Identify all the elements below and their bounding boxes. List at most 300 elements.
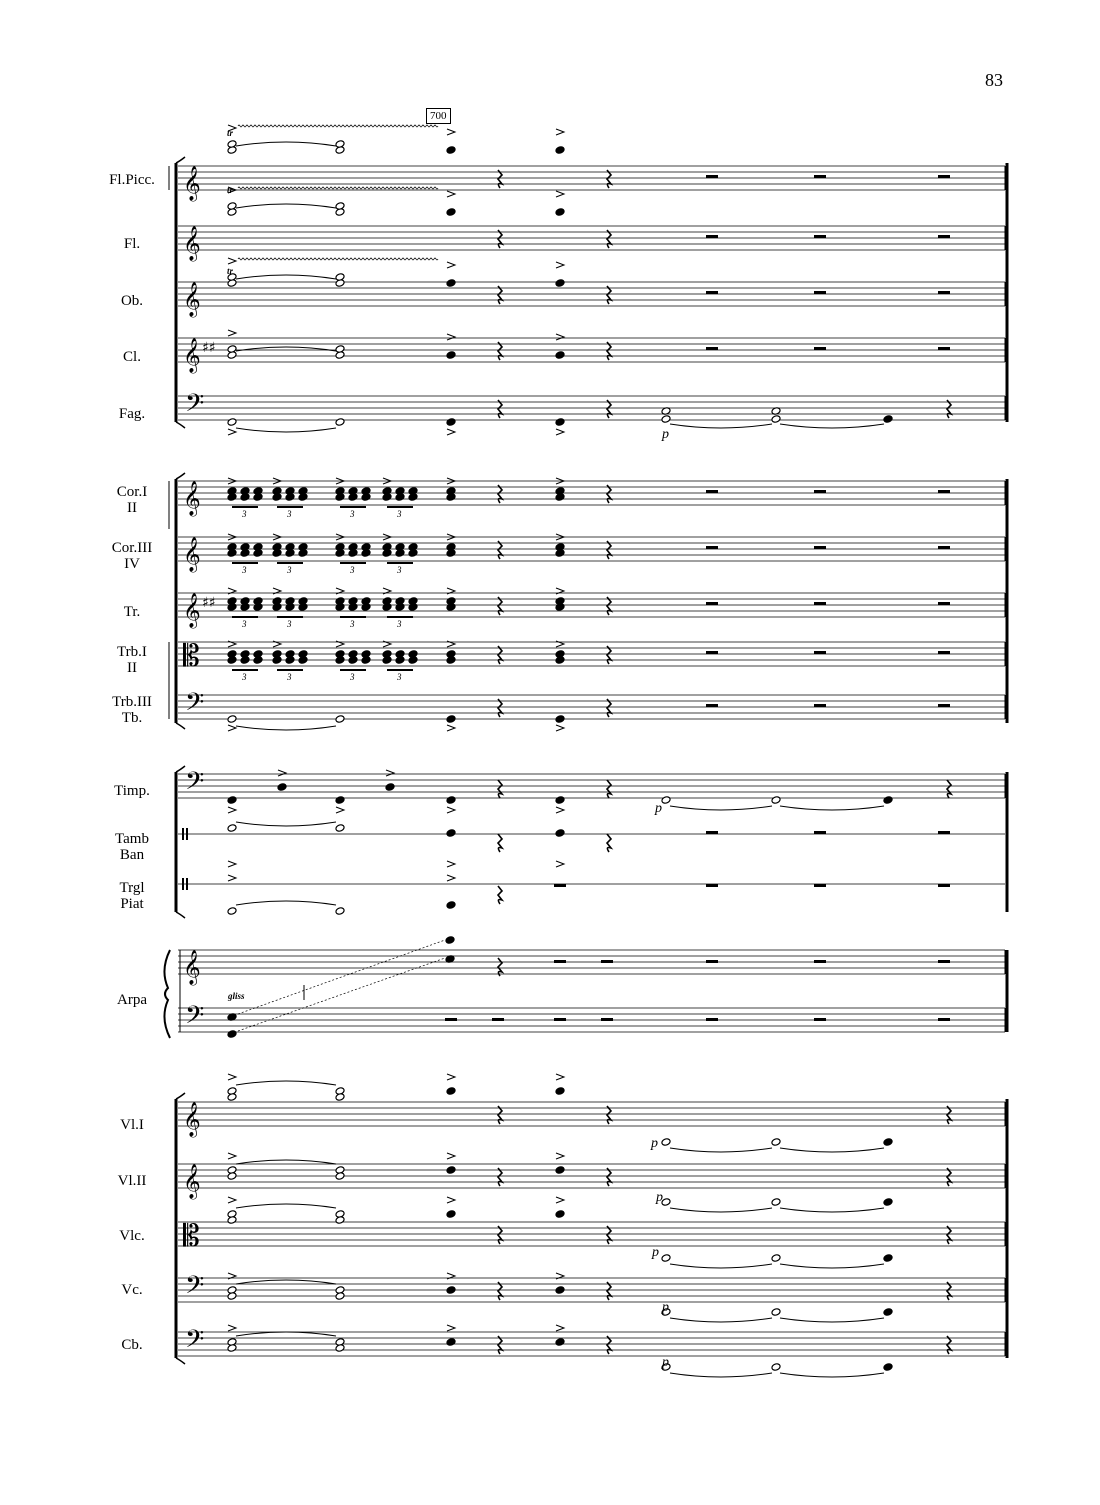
whole-rest <box>938 602 950 605</box>
note-head <box>227 1093 237 1102</box>
note-head <box>395 597 405 606</box>
whole-rest <box>706 602 718 605</box>
quarter-rest <box>607 1336 611 1354</box>
note-head <box>285 543 295 552</box>
note-head <box>661 1138 671 1147</box>
note-head <box>883 1198 893 1207</box>
quarter-rest <box>498 400 502 418</box>
note-head <box>446 1338 456 1347</box>
whole-rest <box>814 347 826 350</box>
note-head <box>382 597 392 606</box>
quarter-rest <box>498 1106 502 1124</box>
whole-rest <box>938 831 950 834</box>
note-head <box>272 650 282 659</box>
accent-mark <box>556 1325 564 1331</box>
quarter-rest <box>947 400 951 418</box>
tuplet-number: 3 <box>350 619 355 629</box>
whole-rest <box>706 490 718 493</box>
whole-rest <box>938 175 950 178</box>
whole-rest <box>938 884 950 887</box>
whole-rest <box>938 291 950 294</box>
quarter-rest <box>607 780 611 798</box>
note-head <box>661 415 671 424</box>
label-cor-1: Cor.I <box>116 484 148 500</box>
note-head <box>446 650 456 659</box>
note-head <box>335 543 345 552</box>
note-head <box>227 1292 237 1301</box>
notes <box>182 125 951 1377</box>
quarter-rest <box>947 1106 951 1124</box>
staff-trb3-tb <box>178 695 1005 719</box>
accent-mark <box>228 258 236 264</box>
staff-fl-picc <box>178 166 1005 190</box>
accent-mark <box>556 1153 564 1159</box>
accent-mark <box>228 807 236 813</box>
label-vl2: Vl.II <box>117 1173 147 1189</box>
tie <box>236 726 336 730</box>
key-signature: ♯♯ <box>202 595 216 611</box>
accent-mark <box>556 1197 564 1203</box>
trill-line <box>238 187 438 189</box>
note-head <box>298 543 308 552</box>
note-head <box>335 715 345 724</box>
tuplet-number: 3 <box>287 509 292 519</box>
tie <box>780 1148 884 1152</box>
note-head <box>240 487 250 496</box>
bass-clef-icon: 𝄢 <box>185 688 205 723</box>
note-head <box>385 783 395 792</box>
tuplet-number: 3 <box>350 672 355 682</box>
whole-rest <box>938 235 950 238</box>
treble-clef-icon: 𝄞 <box>183 166 201 201</box>
trill-line <box>238 125 438 127</box>
quarter-rest <box>947 1336 951 1354</box>
note-head <box>883 1308 893 1317</box>
note-head <box>883 796 893 805</box>
accent-mark <box>447 861 455 867</box>
treble-clef-icon: 𝄞 <box>183 481 201 516</box>
note-head <box>446 901 456 910</box>
whole-rest <box>706 884 718 887</box>
treble-clef-icon: 𝄞 <box>183 593 201 628</box>
gliss-label: gliss <box>228 991 245 1001</box>
whole-rest <box>706 546 718 549</box>
note-head <box>555 146 565 155</box>
quarter-rest <box>498 886 502 904</box>
staff-cl <box>178 338 1005 362</box>
tie <box>236 1204 336 1208</box>
note-head <box>227 824 237 833</box>
note-head <box>395 650 405 659</box>
whole-rest <box>938 1018 950 1021</box>
staff-timp <box>178 774 1005 798</box>
accent-mark <box>228 429 236 435</box>
accent-mark <box>228 875 236 881</box>
label-tamb: Tamb <box>115 831 149 847</box>
quarter-rest <box>947 1226 951 1244</box>
accent-mark <box>556 1074 564 1080</box>
note-head <box>227 1344 237 1353</box>
rehearsal-mark: 700 <box>426 108 451 124</box>
note-head <box>227 650 237 659</box>
staff-cb <box>178 1332 1005 1356</box>
tie <box>236 901 336 905</box>
label-piat: Piat <box>120 896 144 912</box>
quarter-rest <box>498 485 502 503</box>
treble-clef-icon: 𝄞 <box>183 1102 201 1137</box>
accent-mark <box>447 191 455 197</box>
trill-line <box>238 258 438 260</box>
note-head <box>227 1216 237 1225</box>
quarter-rest <box>607 1106 611 1124</box>
note-head <box>555 796 565 805</box>
tuplet-number: 3 <box>397 565 402 575</box>
whole-rest <box>706 235 718 238</box>
quarter-rest <box>498 286 502 304</box>
note-head <box>446 715 456 724</box>
quarter-rest <box>498 646 502 664</box>
note-head <box>335 1216 345 1225</box>
note-head <box>883 415 893 424</box>
tie <box>780 1373 884 1377</box>
dynamic-vl1: p <box>651 1136 658 1151</box>
note-head <box>253 597 263 606</box>
note-head <box>253 543 263 552</box>
quarter-rest <box>607 541 611 559</box>
note-head <box>446 829 456 838</box>
note-head <box>240 543 250 552</box>
tie <box>236 1081 336 1085</box>
accent-mark <box>228 725 236 731</box>
treble-clef-icon: 𝄞 <box>183 1164 201 1199</box>
alto-clef-icon: 𝄡 <box>183 639 200 674</box>
tuplet-number: 3 <box>287 619 292 629</box>
note-head <box>382 650 392 659</box>
quarter-rest <box>607 1226 611 1244</box>
whole-rest <box>814 291 826 294</box>
dynamic-vc: p <box>662 1300 669 1315</box>
tie <box>780 1318 884 1322</box>
note-head <box>348 543 358 552</box>
quarter-rest <box>607 230 611 248</box>
label-trgl: Trgl <box>119 880 145 896</box>
note-head <box>335 1172 345 1181</box>
quarter-rest <box>607 286 611 304</box>
note-head <box>361 487 371 496</box>
whole-rest <box>706 960 718 963</box>
tie <box>670 1373 772 1377</box>
note-head <box>335 345 345 354</box>
label-vla: Vlc. <box>119 1228 145 1244</box>
accent-mark <box>447 1325 455 1331</box>
quarter-rest <box>947 780 951 798</box>
note-head <box>446 487 456 496</box>
note-head <box>555 1338 565 1347</box>
note-head <box>661 1254 671 1263</box>
whole-rest <box>938 347 950 350</box>
note-head <box>298 597 308 606</box>
note-head <box>446 796 456 805</box>
label-trb-2: II <box>127 660 137 676</box>
percussion-clef-icon <box>182 878 184 890</box>
note-head <box>555 1166 565 1175</box>
accent-mark <box>447 262 455 268</box>
tie <box>236 428 336 432</box>
accent-mark <box>556 725 564 731</box>
whole-rest <box>814 490 826 493</box>
quarter-rest <box>607 485 611 503</box>
note-head <box>227 1030 237 1039</box>
whole-rest <box>938 651 950 654</box>
bass-clef-icon: 𝄢 <box>185 767 205 802</box>
note-head <box>227 1172 237 1181</box>
whole-rest <box>445 1018 457 1021</box>
accent-mark <box>228 861 236 867</box>
note-head <box>298 487 308 496</box>
note-head <box>348 650 358 659</box>
whole-rest <box>814 960 826 963</box>
note-head <box>361 597 371 606</box>
staff-ob <box>178 282 1005 306</box>
quarter-rest <box>498 1336 502 1354</box>
tuplet-number: 3 <box>242 565 247 575</box>
tie <box>670 424 772 428</box>
whole-rest <box>938 704 950 707</box>
label-fl-picc: Fl.Picc. <box>109 172 155 188</box>
note-head <box>555 279 565 288</box>
quarter-rest <box>498 834 502 852</box>
label-tb: Tb. <box>121 710 143 726</box>
staves <box>164 157 1007 1364</box>
note-head <box>883 1363 893 1372</box>
note-head <box>227 140 237 149</box>
staff-vla <box>178 1222 1005 1246</box>
note-head <box>253 650 263 659</box>
note-head <box>446 279 456 288</box>
whole-rest <box>814 602 826 605</box>
whole-rest <box>706 651 718 654</box>
brace-arpa <box>164 950 170 1038</box>
tuplet-number: 3 <box>397 672 402 682</box>
quarter-rest <box>607 646 611 664</box>
note-head <box>446 543 456 552</box>
note-head <box>408 650 418 659</box>
quarter-rest <box>607 699 611 717</box>
note-head <box>348 597 358 606</box>
note-head <box>227 202 237 211</box>
accent-mark <box>447 875 455 881</box>
note-head <box>771 1254 781 1263</box>
quarter-rest <box>498 541 502 559</box>
quarter-rest <box>607 170 611 188</box>
note-head <box>335 650 345 659</box>
accent-mark <box>447 725 455 731</box>
whole-rest <box>554 960 566 963</box>
label-ban: Ban <box>119 847 145 863</box>
note-head <box>335 273 345 282</box>
whole-rest <box>554 884 566 887</box>
key-signature: ♯♯ <box>202 340 216 356</box>
bass-clef-icon: 𝄢 <box>185 1325 205 1360</box>
tuplet-number: 3 <box>397 509 402 519</box>
quarter-rest <box>498 699 502 717</box>
accent-mark <box>556 807 564 813</box>
quarter-rest <box>607 1282 611 1300</box>
note-head <box>771 1138 781 1147</box>
dynamic-fag: p <box>662 427 669 442</box>
tuplet-number: 3 <box>287 672 292 682</box>
tie <box>780 1264 884 1268</box>
note-head <box>408 487 418 496</box>
tie <box>236 1280 336 1284</box>
whole-rest <box>706 704 718 707</box>
label-fl: Fl. <box>123 236 141 252</box>
accent-mark <box>336 807 344 813</box>
note-head <box>771 1363 781 1372</box>
note-head <box>408 543 418 552</box>
tie <box>236 822 336 826</box>
note-head <box>555 208 565 217</box>
quarter-rest <box>607 400 611 418</box>
note-head <box>335 1093 345 1102</box>
note-head <box>555 715 565 724</box>
quarter-rest <box>498 1226 502 1244</box>
note-head <box>771 415 781 424</box>
treble-clef-icon: 𝄞 <box>183 537 201 572</box>
whole-rest <box>814 235 826 238</box>
accent-mark <box>556 262 564 268</box>
label-arpa: Arpa <box>117 992 147 1008</box>
note-head <box>555 1087 565 1096</box>
quarter-rest <box>947 1282 951 1300</box>
note-head <box>446 146 456 155</box>
accent-mark <box>278 770 286 776</box>
note-head <box>771 796 781 805</box>
accent-mark <box>447 1153 455 1159</box>
label-timp: Timp. <box>114 783 150 799</box>
whole-rest <box>814 884 826 887</box>
tie <box>670 806 772 810</box>
quarter-rest <box>498 780 502 798</box>
quarter-rest <box>498 1168 502 1186</box>
note-head <box>555 351 565 360</box>
quarter-rest <box>498 597 502 615</box>
note-head <box>348 487 358 496</box>
note-head <box>240 597 250 606</box>
whole-rest <box>814 546 826 549</box>
note-head <box>272 543 282 552</box>
accent-mark <box>228 1197 236 1203</box>
dynamic-vl2: p <box>656 1190 663 1205</box>
label-tr: Tr. <box>123 604 141 620</box>
quarter-rest <box>498 958 502 976</box>
note-head <box>285 650 295 659</box>
note-head <box>227 345 237 354</box>
staff-arpa-treble <box>178 950 1005 974</box>
whole-rest <box>601 960 613 963</box>
staff-fag <box>178 396 1005 420</box>
tie <box>236 1332 336 1336</box>
treble-clef-icon: 𝄞 <box>183 282 201 317</box>
accent-mark <box>556 334 564 340</box>
label-cor-4: IV <box>124 556 140 572</box>
quarter-rest <box>607 342 611 360</box>
note-head <box>253 487 263 496</box>
note-head <box>408 597 418 606</box>
note-head <box>446 1286 456 1295</box>
note-head <box>555 1286 565 1295</box>
note-head <box>277 783 287 792</box>
accent-mark <box>228 1325 236 1331</box>
whole-rest <box>938 546 950 549</box>
tie <box>670 1318 772 1322</box>
accent-mark <box>447 1197 455 1203</box>
note-head <box>555 650 565 659</box>
note-head <box>555 829 565 838</box>
label-vc: Vc. <box>121 1282 143 1298</box>
note-head <box>555 1210 565 1219</box>
label-cl: Cl. <box>123 349 141 365</box>
whole-rest <box>938 490 950 493</box>
tuplet-number: 3 <box>242 509 247 519</box>
tie <box>670 1208 772 1212</box>
note-head <box>361 650 371 659</box>
tie <box>236 142 336 146</box>
accent-mark <box>447 129 455 135</box>
bass-clef-icon: 𝄢 <box>185 1001 205 1036</box>
tuplet-number: 3 <box>350 565 355 575</box>
label-vl1: Vl.I <box>120 1117 144 1133</box>
note-head <box>395 487 405 496</box>
accent-mark <box>447 429 455 435</box>
note-head <box>335 418 345 427</box>
whole-rest <box>706 347 718 350</box>
quarter-rest <box>498 230 502 248</box>
note-head <box>227 796 237 805</box>
label-fag: Fag. <box>118 406 146 422</box>
note-head <box>555 543 565 552</box>
accent-mark <box>556 129 564 135</box>
accent-mark <box>556 861 564 867</box>
tie <box>236 275 336 279</box>
whole-rest <box>706 175 718 178</box>
whole-rest <box>814 704 826 707</box>
whole-rest <box>554 1018 566 1021</box>
label-trb-3: Trb.III <box>112 694 152 710</box>
trill-picc: tr <box>227 128 234 138</box>
page-number: 83 <box>985 70 1003 90</box>
tie <box>780 424 884 428</box>
tuplet-number: 3 <box>242 619 247 629</box>
accent-mark <box>447 807 455 813</box>
note-head <box>446 1087 456 1096</box>
note-head <box>227 418 237 427</box>
label-cb: Cb. <box>121 1337 143 1353</box>
whole-rest <box>814 1018 826 1021</box>
note-head <box>227 543 237 552</box>
note-head <box>555 487 565 496</box>
note-head <box>285 597 295 606</box>
note-head <box>335 487 345 496</box>
whole-rest <box>706 831 718 834</box>
whole-rest <box>601 1018 613 1021</box>
bass-clef-icon: 𝄢 <box>185 389 205 424</box>
treble-clef-icon: 𝄞 <box>183 950 201 985</box>
note-head <box>883 1254 893 1263</box>
note-head <box>446 1166 456 1175</box>
note-head <box>395 543 405 552</box>
note-head <box>227 715 237 724</box>
